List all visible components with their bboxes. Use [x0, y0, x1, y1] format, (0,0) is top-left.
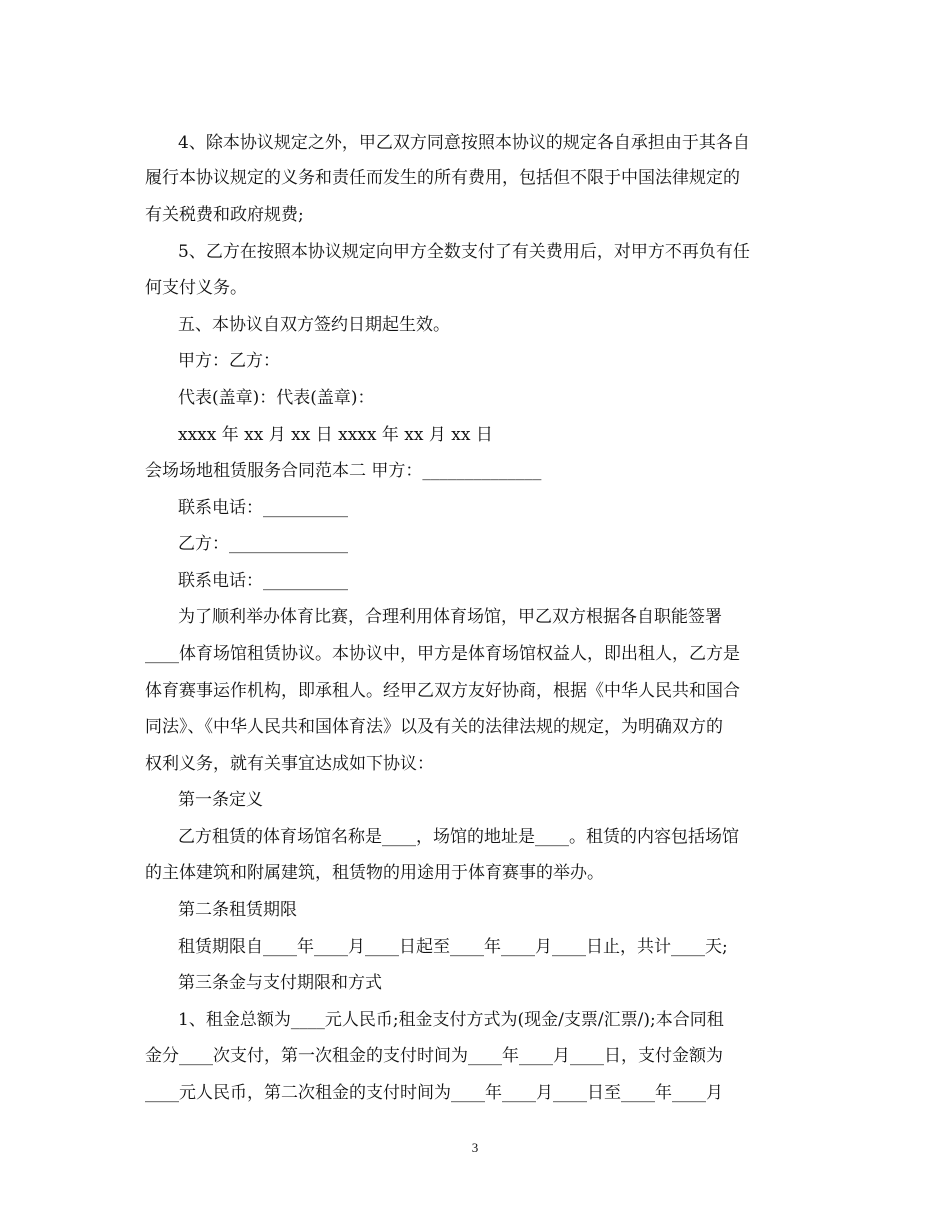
paragraph-line: 有关税费和政府规费;: [145, 205, 304, 225]
paragraph-line: 履行本协议规定的义务和责任而发生的所有费用，包括但不限于中国法律规定的: [145, 168, 740, 188]
paragraph-line: 1、租金总额为____元人民币;租金支付方式为(现金/支票/汇票/);本合同租: [178, 1010, 724, 1030]
paragraph-line: 联系电话：__________: [178, 498, 348, 518]
paragraph-line: 代表(盖章)：代表(盖章)：: [178, 388, 375, 408]
article-heading: 第三条金与支付期限和方式: [178, 973, 382, 993]
paragraph-line: 租赁期限自____年____月____日起至____年____月____日止，共计____天;: [178, 937, 728, 957]
paragraph-line: 联系电话：__________: [178, 571, 348, 591]
paragraph-line: 五、本协议自双方签约日期起生效。: [178, 315, 450, 335]
paragraph-line: 金分____次支付，第一次租金的支付时间为____年____月____日，支付金额为: [145, 1046, 723, 1066]
page-number: 3: [471, 1140, 479, 1155]
paragraph-line: 乙方：______________: [178, 534, 348, 554]
paragraph-line: 甲方：乙方：: [178, 351, 280, 371]
paragraph-line: xxxx 年 xx 月 xx 日 xxxx 年 xx 月 xx 日: [178, 425, 493, 445]
paragraph-line: 5、乙方在按照本协议规定向甲方全数支付了有关费用后，对甲方不再负有任: [178, 242, 750, 262]
paragraph-line: ____体育场馆租赁协议。本协议中，甲方是体育场馆权益人，即出租人，乙方是: [145, 644, 740, 664]
paragraph-line: 乙方租赁的体育场馆名称是____，场馆的地址是____。租赁的内容包括场馆: [178, 827, 739, 847]
paragraph-line: 为了顺利举办体育比赛，合理利用体育场馆，甲乙双方根据各自职能签署: [178, 607, 722, 627]
paragraph-line: ____元人民币，第二次租金的支付时间为____年____月____日至____年____月: [145, 1083, 723, 1103]
article-heading: 第一条定义: [178, 790, 263, 810]
paragraph-line: 何支付义务。: [145, 278, 247, 298]
paragraph-line: 权利义务，就有关事宜达成如下协议：: [145, 754, 434, 774]
section-title: 会场场地租赁服务合同范本二 甲方：______________: [145, 461, 542, 481]
paragraph-line: 同法》、《中华人民共和国体育法》以及有关的法律法规的规定，为明确双方的: [145, 717, 723, 737]
paragraph-line: 体育赛事运作机构，即承租人。经甲乙双方友好协商，根据《中华人民共和国合: [145, 681, 740, 701]
article-heading: 第二条租赁期限: [178, 900, 297, 920]
paragraph-line: 的主体建筑和附属建筑，租赁物的用途用于体育赛事的举办。: [145, 863, 604, 883]
paragraph-line: 4、除本协议规定之外，甲乙双方同意按照本协议的规定各自承担由于其各自: [178, 133, 750, 153]
